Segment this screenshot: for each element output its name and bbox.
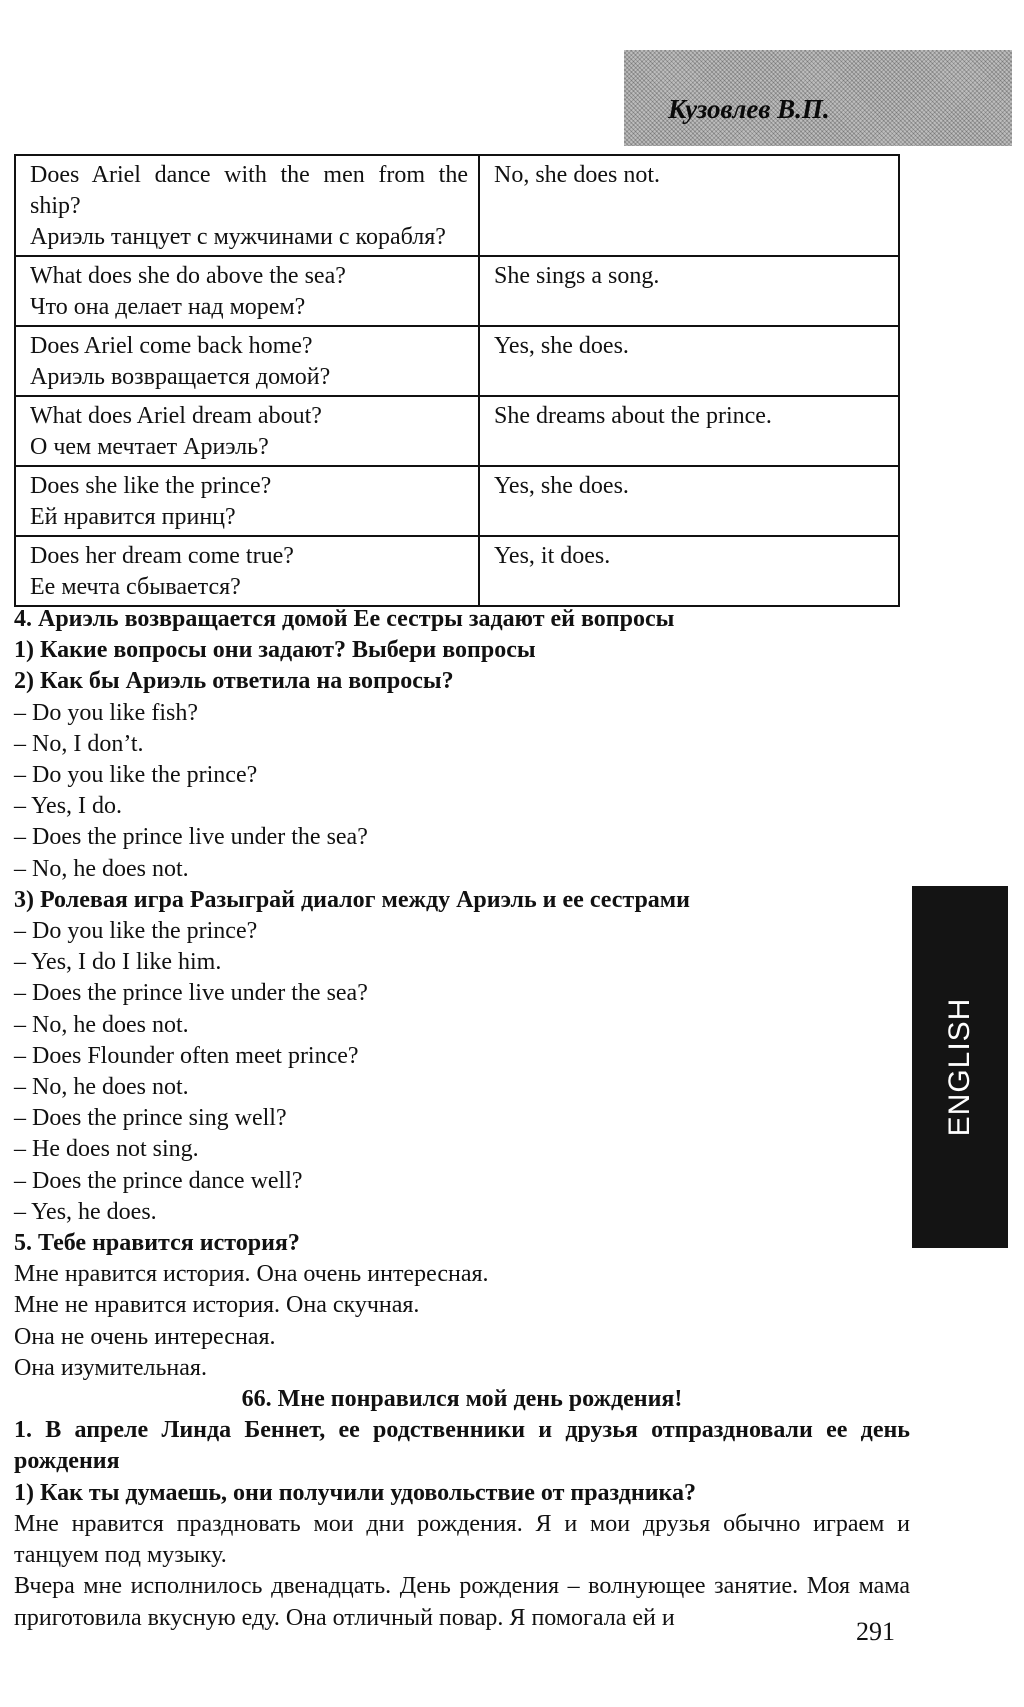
dialog-line: – No, he does not. — [14, 855, 189, 882]
question-cell — [15, 155, 479, 256]
question-en: Does Ariel come back home? — [30, 333, 313, 359]
lesson-task1: 1. В апреле Линда Беннет, ее родственники и друзья отпраздновали ее день рождения — [14, 1417, 910, 1475]
answer-cell: She sings a song. — [479, 256, 899, 326]
table-row — [15, 256, 899, 326]
question-ru: Что она делает над морем? — [30, 294, 306, 320]
page-number: 291 — [856, 1617, 895, 1646]
task5-title: 5. Тебе нравится история? — [14, 1230, 300, 1257]
dialog-line: – Does Flounder often meet prince? — [14, 1042, 359, 1069]
page-content — [14, 604, 910, 1634]
dialog-line: – Does the prince dance well? — [14, 1167, 303, 1194]
dialog-line: – He does not sing. — [14, 1136, 199, 1163]
table-row — [15, 155, 899, 256]
question-cell — [15, 256, 479, 326]
question-ru: О чем мечтает Ариэль? — [30, 434, 269, 460]
question-ru: Ариэль возвращается домой? — [30, 364, 331, 390]
side-tab — [912, 886, 1008, 1248]
question-en: Does Ariel dance with the men from the ship? — [30, 162, 468, 219]
task5-line: Мне не нравится история. Она скучная. — [14, 1292, 420, 1319]
answer-cell: She dreams about the prince. — [479, 396, 899, 466]
dialog-line: – No, he does not. — [14, 1011, 189, 1038]
dialog-line: – Yes, he does. — [14, 1198, 157, 1225]
question-cell — [15, 536, 479, 606]
table-row — [15, 536, 899, 606]
answer-cell: No, she does not. — [479, 155, 899, 256]
task4-title: 4. Ариэль возвращается домой Ее сестры задают ей вопросы — [14, 606, 675, 632]
dialog-line: – Yes, I do I like him. — [14, 949, 222, 976]
task5-line: Мне нравится история. Она очень интересная. — [14, 1261, 489, 1288]
question-en: What does she do above the sea? — [30, 263, 346, 289]
answer-cell: Yes, it does. — [479, 536, 899, 606]
table-row — [15, 396, 899, 466]
dialog-line: – Yes, I do. — [14, 793, 123, 820]
table-row — [15, 326, 899, 396]
lesson-paragraph: Мне нравится праздновать мои дни рождения. Я и мои друзья обычно играем и танцуем под музыку. — [14, 1510, 910, 1569]
dialog-line: – Does the prince live under the sea? — [14, 980, 368, 1007]
answer-cell: Yes, she does. — [479, 466, 899, 536]
question-cell — [15, 396, 479, 466]
task4-sub1: 1) Какие вопросы они задают? Выбери вопросы — [14, 637, 536, 664]
question-en: Does she like the prince? — [30, 473, 272, 499]
lesson-paragraph: Вчера мне исполнилось двенадцать. День рождения – волнующее занятие. Моя мама приготовила вкусную еду. Она отличный повар. Я помогала ей и — [14, 1573, 910, 1631]
header-author: Кузовлев В.П. — [668, 94, 830, 124]
side-tab-label: ENGLISH — [943, 997, 976, 1137]
task5-line: Она не очень интересная. — [14, 1323, 276, 1350]
question-ru: Ей нравится принц? — [30, 504, 236, 530]
dialog-line: – Does the prince live under the sea? — [14, 824, 368, 851]
dialog-line: – No, he does not. — [14, 1074, 189, 1101]
lesson-sub1: 1) Как ты думаешь, они получили удовольствие от праздника? — [14, 1479, 697, 1506]
lesson-title: 66. Мне понравился мой день рождения! — [241, 1386, 683, 1413]
question-cell — [15, 466, 479, 536]
question-ru: Ее мечта сбывается? — [30, 574, 241, 600]
table-row — [15, 466, 899, 536]
question-en: What does Ariel dream about? — [30, 403, 322, 429]
question-cell — [15, 326, 479, 396]
dialog-line: – Do you like fish? — [14, 699, 198, 726]
question-en: Does her dream come true? — [30, 543, 294, 569]
dialog-line: – Do you like the prince? — [14, 918, 258, 945]
dialog-line: – No, I don’t. — [14, 730, 144, 757]
qa-table — [14, 154, 900, 607]
answer-cell: Yes, she does. — [479, 326, 899, 396]
task5-line: Она изумительная. — [14, 1354, 207, 1381]
task4-sub2: 2) Как бы Ариэль ответила на вопросы? — [14, 668, 454, 695]
dialog-line: – Does the prince sing well? — [14, 1105, 287, 1132]
question-ru: Ариэль танцует с мужчинами с корабля? — [30, 224, 446, 250]
task4-sub3: 3) Ролевая игра Разыграй диалог между Ариэль и ее сестрами — [14, 886, 690, 913]
dialog-line: – Do you like the prince? — [14, 762, 258, 789]
